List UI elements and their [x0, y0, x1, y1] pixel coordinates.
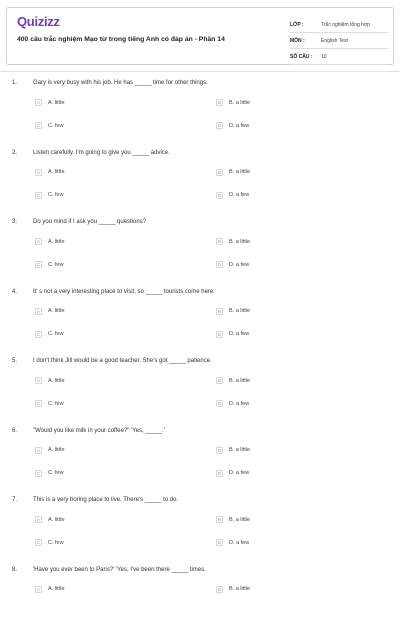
- meta-key: LỚP :: [290, 21, 304, 28]
- option-text: B. a little: [229, 586, 251, 592]
- answer-option[interactable]: [35, 446, 65, 455]
- question-text: Listen carefully. I'm going to give you _____ advice.: [33, 149, 170, 156]
- answer-option[interactable]: [35, 237, 65, 246]
- worksheet-title: 400 câu trắc nghiệm Mạo từ trong tiếng Anh có đáp án - Phần 14: [17, 36, 225, 43]
- option-letter-badge: B: [217, 517, 221, 522]
- question-text: Do you mind if I ask you _____ questions?: [33, 219, 147, 225]
- answer-option[interactable]: [35, 98, 65, 107]
- option-text: A. little: [48, 308, 65, 314]
- answer-option[interactable]: [216, 330, 249, 339]
- option-text: C. few: [48, 470, 64, 476]
- option-letter-badge: C: [36, 123, 41, 128]
- option-letter-badge: B: [217, 378, 221, 383]
- answer-option[interactable]: [216, 469, 249, 478]
- question-number: 1.: [12, 80, 18, 86]
- question-number: 7.: [12, 497, 18, 503]
- answer-option[interactable]: [216, 376, 250, 385]
- question-text: 'Have you ever been to Paris?' 'Yes, I've been there _____ times.: [33, 566, 206, 573]
- meta-value: Trắc nghiệm tổng hợp: [321, 21, 370, 28]
- option-text: C. few: [48, 331, 64, 337]
- option-letter-badge: B: [217, 239, 221, 244]
- option-text: A. little: [48, 238, 65, 245]
- answer-option[interactable]: [216, 399, 249, 408]
- option-text: A. little: [48, 586, 65, 592]
- worksheet-header: [6, 7, 394, 65]
- option-text: D. a few: [229, 539, 250, 546]
- question-item: [0, 150, 400, 215]
- option-text: B. a little: [229, 516, 251, 523]
- question-item: [0, 428, 400, 493]
- answer-option[interactable]: [35, 307, 65, 316]
- option-text: B. a little: [229, 308, 251, 314]
- answer-option[interactable]: [35, 121, 64, 130]
- option-text: B. a little: [229, 99, 251, 106]
- question-text: It' s not a very interesting place to visit, so _____ tourists come here.: [33, 288, 215, 295]
- question-number: 6.: [12, 427, 18, 434]
- answer-option[interactable]: [35, 376, 65, 385]
- question-number: 3.: [12, 219, 18, 225]
- meta-key: MÔN :: [290, 37, 305, 44]
- option-letter-badge: A: [36, 169, 40, 175]
- option-letter-badge: A: [36, 586, 40, 592]
- question-item: [0, 219, 400, 284]
- answer-option[interactable]: [216, 237, 250, 246]
- option-text: B. a little: [229, 238, 251, 245]
- option-letter-badge: A: [36, 447, 40, 453]
- question-item: [0, 358, 400, 423]
- option-letter-badge: C: [36, 331, 41, 337]
- option-letter-badge: D: [217, 192, 222, 198]
- option-letter-badge: D: [217, 540, 222, 545]
- question-item: [0, 289, 400, 354]
- answer-option[interactable]: [35, 469, 64, 478]
- option-letter-badge: C: [36, 192, 41, 198]
- answer-option[interactable]: [216, 191, 249, 200]
- answer-option[interactable]: [35, 191, 64, 200]
- option-text: B. a little: [229, 377, 251, 384]
- meta-key: SỐ CÂU :: [290, 53, 313, 60]
- option-letter-badge: A: [36, 517, 40, 522]
- question-text: This is a very boring place to live. There's _____ to do.: [33, 497, 179, 503]
- meta-row-subject: [290, 33, 388, 49]
- option-text: A. little: [48, 447, 65, 453]
- meta-value: English Test: [321, 37, 348, 44]
- meta-value: 10: [321, 53, 327, 60]
- option-text: A. little: [48, 377, 65, 384]
- option-text: C. few: [48, 122, 64, 129]
- answer-option[interactable]: [216, 168, 250, 177]
- question-number: 4.: [12, 288, 18, 295]
- option-letter-badge: A: [36, 239, 40, 244]
- meta-row-count: [290, 49, 388, 65]
- question-text: Gary is very busy with his job. He has _____ time for other things.: [33, 80, 208, 86]
- option-letter-badge: B: [217, 169, 221, 175]
- option-letter-badge: C: [36, 470, 41, 476]
- option-letter-badge: B: [217, 308, 221, 314]
- answer-option[interactable]: [216, 538, 249, 547]
- question-item: [0, 567, 400, 632]
- option-text: D. a few: [229, 192, 250, 198]
- option-letter-badge: A: [36, 378, 40, 383]
- meta-row-class: [290, 17, 388, 33]
- answer-option[interactable]: [35, 168, 65, 177]
- worksheet-meta: [290, 17, 388, 65]
- header-divider: [0, 71, 400, 72]
- option-text: D. a few: [229, 331, 250, 337]
- option-text: C. few: [48, 192, 64, 198]
- answer-option[interactable]: [216, 260, 249, 269]
- answer-option[interactable]: [35, 585, 65, 594]
- question-item: [0, 80, 400, 145]
- answer-option[interactable]: [35, 330, 64, 339]
- option-letter-badge: B: [217, 447, 221, 453]
- answer-option[interactable]: [35, 515, 65, 524]
- question-text: "Would you like milk in your coffee?" 'Yes, _____.': [33, 427, 165, 434]
- option-letter-badge: D: [217, 401, 222, 406]
- option-letter-badge: C: [36, 401, 41, 406]
- option-letter-badge: D: [217, 123, 222, 128]
- option-text: B. a little: [229, 169, 251, 175]
- question-text: I don't think Jill would be a good teacher. She's got _____ patience.: [33, 358, 212, 364]
- question-item: [0, 497, 400, 562]
- option-letter-badge: C: [36, 262, 41, 267]
- answer-option[interactable]: [216, 515, 250, 524]
- option-text: D. a few: [229, 122, 250, 129]
- option-text: D. a few: [229, 470, 250, 476]
- answer-option[interactable]: [35, 260, 64, 269]
- option-text: D. a few: [229, 261, 250, 268]
- option-letter-badge: D: [217, 262, 222, 267]
- answer-option[interactable]: [35, 538, 64, 547]
- option-letter-badge: C: [36, 540, 41, 545]
- answer-option[interactable]: [216, 446, 250, 455]
- answer-option[interactable]: [216, 98, 250, 107]
- option-letter-badge: B: [217, 586, 221, 592]
- option-letter-badge: D: [217, 331, 222, 337]
- option-letter-badge: A: [36, 100, 40, 105]
- option-letter-badge: D: [217, 470, 222, 476]
- option-letter-badge: A: [36, 308, 40, 314]
- question-number: 2.: [12, 149, 18, 156]
- question-number: 8.: [12, 566, 18, 573]
- option-text: C. few: [48, 261, 64, 268]
- option-letter-badge: B: [217, 100, 221, 105]
- quizizz-logo: Quizizz: [17, 14, 60, 29]
- answer-option[interactable]: [216, 307, 250, 316]
- answer-option[interactable]: [35, 399, 64, 408]
- answer-option[interactable]: [216, 121, 249, 130]
- option-text: A. little: [48, 516, 65, 523]
- option-text: D. a few: [229, 400, 250, 407]
- answer-option[interactable]: [216, 585, 250, 594]
- option-text: C. few: [48, 400, 64, 407]
- option-text: B. a little: [229, 447, 251, 453]
- option-text: A. little: [48, 169, 65, 175]
- option-text: C. few: [48, 539, 64, 546]
- question-number: 5.: [12, 358, 18, 364]
- option-text: A. little: [48, 99, 65, 106]
